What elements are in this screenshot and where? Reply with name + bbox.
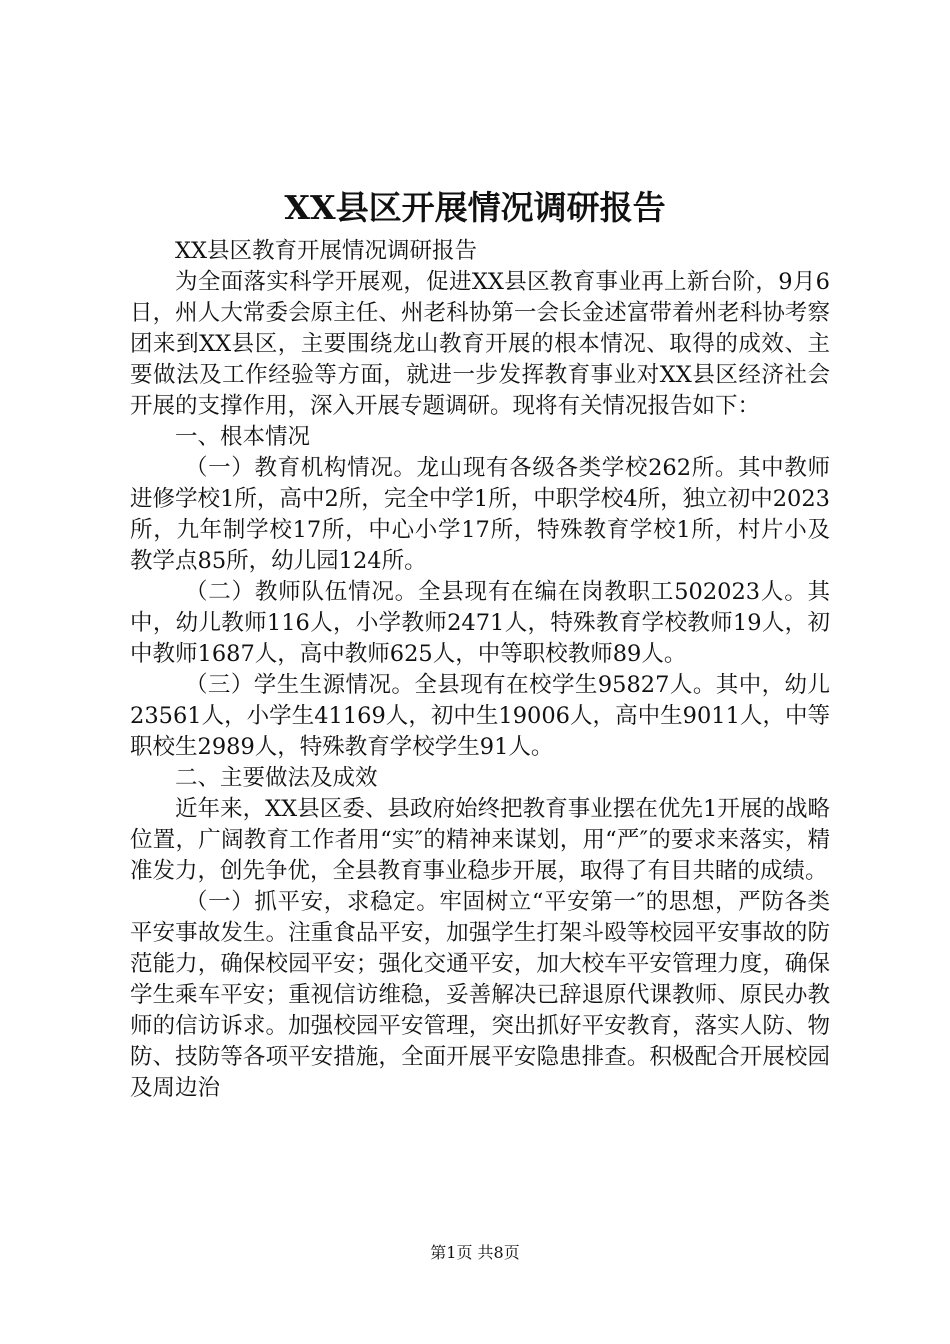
intro-paragraph: 为全面落实科学开展观，促进XX县区教育事业再上新台阶，9月6日，州人大常委会原主任、州老科协第一会长金述富带着州老科协考察团来到XX县区，主要围绕龙山教育开展的根本情况、取得的成效、主要做法及工作经验等方面，就进一步发挥教育事业对XX县区经济社会开展的支撑作用，深入开展专题调研。现将有关情况报告如下： [130,269,830,419]
document-body [130,236,830,1104]
section-heading-1: 一、根本情况 [175,424,311,450]
section-heading-2: 二、主要做法及成效 [175,765,378,791]
page-title: XX县区开展情况调研报告 [284,188,666,227]
section-1-1-paragraph: （一）教育机构情况。龙山现有各级各类学校262所。其中教师进修学校1所，高中2所，完全中学1所，中职学校4所，独立初中2023所，九年制学校17所，中心小学17所，特殊教育学校1所，村片小及教学点85所，幼儿园124所。 [130,455,830,574]
section-1-3-paragraph: （三）学生生源情况。全县现有在校学生95827人。其中，幼儿23561人，小学生41169人，初中生19006人，高中生9011人，中等职校生2989人，特殊教育学校学生91人。 [130,672,830,760]
subtitle-paragraph: XX县区教育开展情况调研报告 [175,238,478,264]
page-number-footer: 第1页 共8页 [430,1243,520,1262]
section-2-1-paragraph: （一）抓平安，求稳定。牢固树立“平安第一″的思想，严防各类平安事故发生。注重食品平安，加强学生打架斗殴等校园平安事故的防范能力，确保校园平安；强化交通平安，加大校车平安管理力度，确保学生乘车平安；重视信访维稳，妥善解决已辞退原代课教师、原民办教师的信访诉求。加强校园平安管理，突出抓好平安教育，落实人防、物防、技防等各项平安措施，全面开展平安隐患排查。积极配合开展校园及周边治 [130,889,830,1101]
section-1-2-paragraph: （二）教师队伍情况。全县现有在编在岗教职工502023人。其中，幼儿教师116人，小学教师2471人，特殊教育学校教师19人，初中教师1687人，高中教师625人，中等职校教师89人。 [130,579,830,667]
section-2-intro-paragraph: 近年来，XX县区委、县政府始终把教育事业摆在优先1开展的战略位置，广阔教育工作者用“实″的精神来谋划，用“严″的要求来落实，精准发力，创先争优，全县教育事业稳步开展，取得了有目共睹的成绩。 [130,796,830,884]
